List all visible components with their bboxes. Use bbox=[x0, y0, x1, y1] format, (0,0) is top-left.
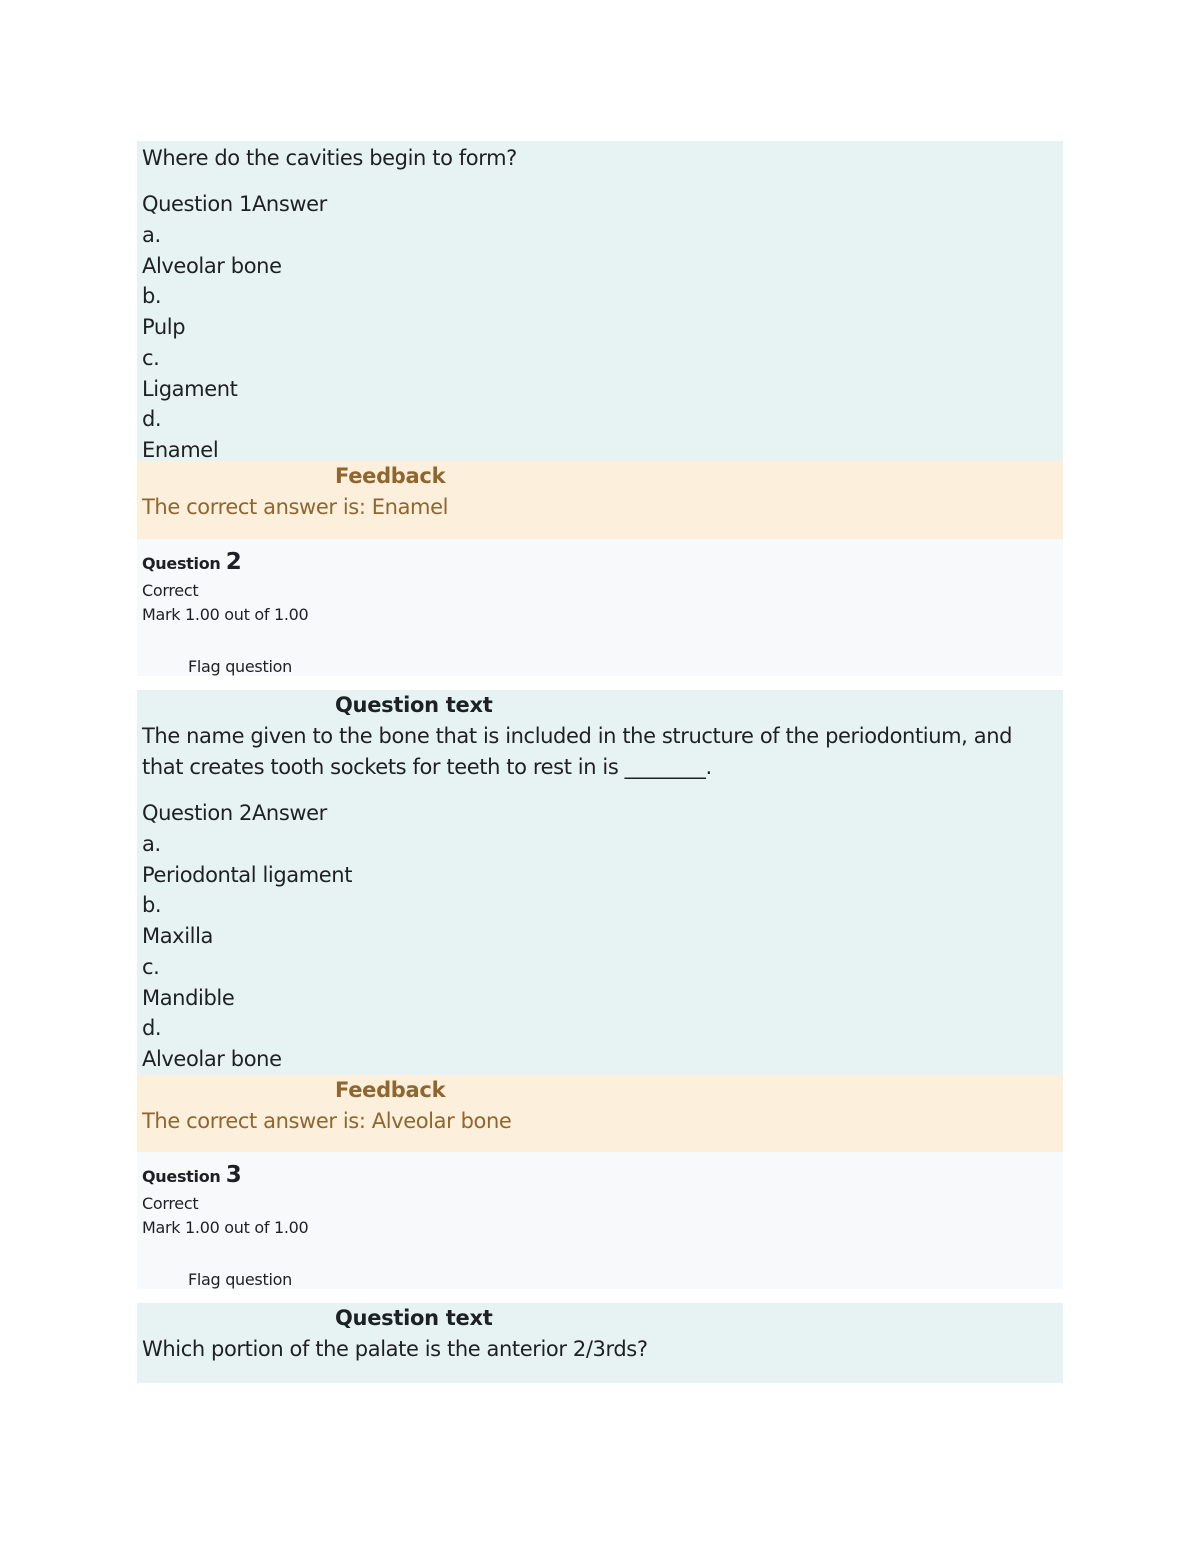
question-1-text: Where do the cavities begin to form? bbox=[142, 146, 517, 170]
feedback-text: The correct answer is: Enamel bbox=[142, 495, 449, 519]
question-2-feedback bbox=[137, 1075, 1063, 1152]
option-letter: c. bbox=[142, 345, 160, 370]
feedback-heading: Feedback bbox=[137, 461, 1063, 492]
question-number bbox=[142, 1160, 1058, 1192]
question-text-heading: Question text bbox=[335, 1306, 493, 1330]
option-letter: d. bbox=[142, 407, 162, 432]
option-text[interactable]: Periodontal ligament bbox=[142, 862, 353, 887]
option-text[interactable]: Enamel bbox=[142, 437, 219, 462]
question-mark: Mark 1.00 out of 1.00 bbox=[142, 1218, 309, 1237]
option-text[interactable]: Mandible bbox=[142, 985, 235, 1010]
option-text[interactable]: Pulp bbox=[142, 315, 186, 340]
question-state: Correct bbox=[142, 1194, 199, 1213]
feedback-text: The correct answer is: Alveolar bone bbox=[142, 1109, 512, 1133]
question-number bbox=[142, 547, 1058, 579]
option-letter: a. bbox=[142, 832, 161, 856]
question-state: Correct bbox=[142, 581, 199, 600]
option-letter: b. bbox=[142, 284, 162, 309]
question-2-answer-prompt: Question 2Answer bbox=[142, 801, 327, 825]
option-letter: a. bbox=[142, 223, 161, 247]
question-1-content bbox=[137, 141, 1063, 461]
question-number-value: 2 bbox=[225, 549, 242, 575]
question-2-info bbox=[137, 539, 1063, 676]
question-text-heading: Question text bbox=[335, 693, 493, 717]
option-letter: c. bbox=[142, 954, 160, 979]
flag-question-link[interactable]: Flag question bbox=[188, 657, 292, 676]
question-1-answer-prompt: Question 1Answer bbox=[142, 192, 327, 216]
option-text[interactable]: Alveolar bone bbox=[142, 253, 282, 278]
question-1-feedback bbox=[137, 461, 1063, 539]
quiz-review-page bbox=[137, 141, 1063, 1383]
question-mark: Mark 1.00 out of 1.00 bbox=[142, 605, 309, 624]
question-number-value: 3 bbox=[225, 1162, 242, 1188]
question-3-content bbox=[137, 1303, 1063, 1383]
question-label: Question bbox=[142, 1167, 221, 1186]
option-text[interactable]: Ligament bbox=[142, 376, 238, 401]
option-letter: d. bbox=[142, 1016, 162, 1041]
feedback-heading: Feedback bbox=[137, 1075, 1063, 1106]
question-3-text: Which portion of the palate is the anterior 2/3rds? bbox=[142, 1337, 648, 1361]
question-2-text: The name given to the bone that is included in the structure of the periodontium, and that creates tooth sockets for teeth to rest in is ________. bbox=[142, 724, 1013, 779]
option-text[interactable]: Alveolar bone bbox=[142, 1046, 282, 1071]
flag-question-link[interactable]: Flag question bbox=[188, 1270, 292, 1289]
question-3-info bbox=[137, 1152, 1063, 1289]
option-text[interactable]: Maxilla bbox=[142, 924, 213, 949]
option-letter: b. bbox=[142, 893, 162, 918]
question-2-content bbox=[137, 690, 1063, 1075]
question-label: Question bbox=[142, 554, 221, 573]
